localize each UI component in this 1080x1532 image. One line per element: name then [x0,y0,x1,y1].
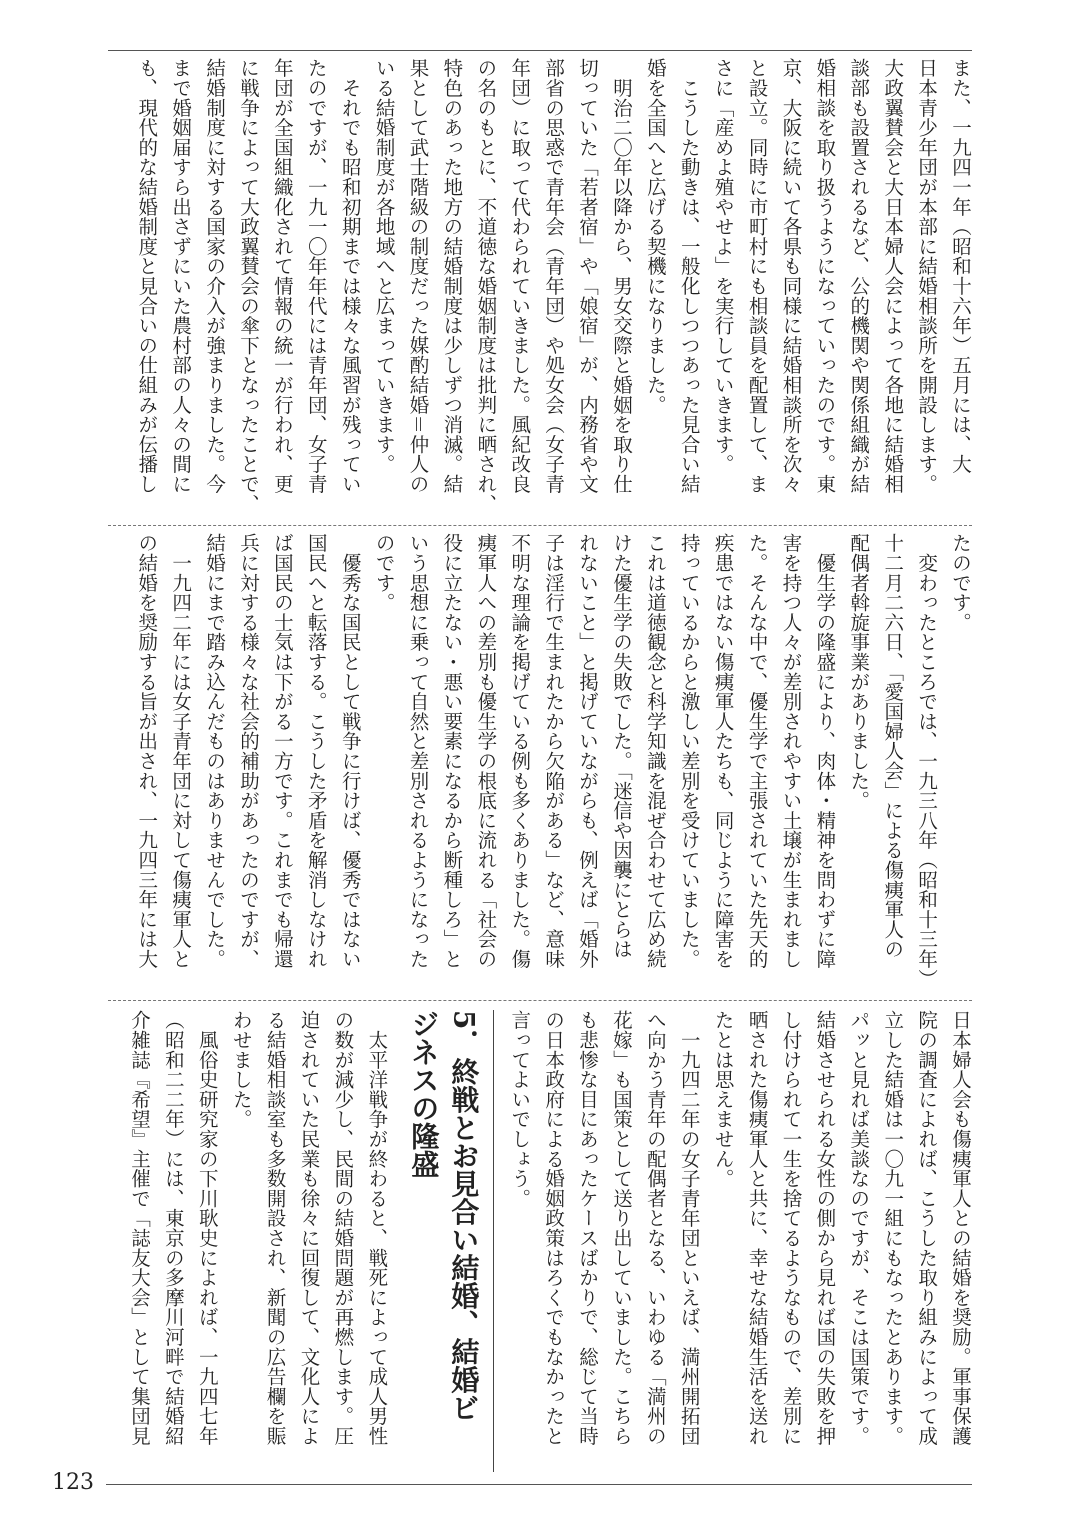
text-column: と設立。同時に市町村にも相談員を配置して、ま [745,58,769,494]
text-column: 京、大阪に続いて各県も同様に結婚相談所を次々 [779,58,803,494]
text-column: 変わったところでは、一九三八年（昭和十三年） [915,533,939,989]
text-column: る結婚相談室も多数開設され、新聞の広告欄を賑 [263,1010,287,1446]
text-tier-1 [129,58,977,520]
text-column: 結婚にまで踏み込んだものはありませんでした。 [203,533,227,969]
text-column: 疾患ではない傷痍軍人たちも、同じように障害を [711,533,735,969]
text-column: 優秀な国民として戦争に行けば、優秀ではない [338,533,362,969]
text-column: 害を持つ人々が差別されやすい土壌が生まれまし [779,533,803,969]
text-column: 晒された傷痍軍人と共に、幸せな結婚生活を送れ [745,1010,769,1446]
text-column: たのですが、一九一〇年年代には青年団、女子青 [304,58,328,494]
text-column: 風俗史研究家の下川耿史によれば、一九四七年 [195,1010,219,1446]
text-column: （昭和二二年）には、東京の多摩川河畔で結婚紹 [161,1010,185,1446]
text-column: も悲惨な目にあったケースばかりで、総じて当時 [576,1010,600,1446]
text-column: こうした動きは、一般化しつつあった見合い結 [677,58,701,494]
text-column: これは道徳観念と科学知識を混ぜ合わせて広め続 [643,533,667,969]
text-column: 花嫁」も国策として送り出していました。こちら [609,1010,633,1446]
text-column: 結婚制度に対する国家の介入が強まりました。今 [203,58,227,494]
text-column: 持っているからと激しい差別を受けていました。 [677,533,701,969]
text-column: いる結婚制度が各地域へと広まっていきます。 [372,58,396,474]
page-number: 123 [52,1470,94,1495]
tier-divider [108,525,972,526]
heading-line: ジネスの隆盛 [407,1010,441,1178]
text-column: 太平洋戦争が終わると、戦死によって成人男性 [365,1010,389,1446]
text-column: 優生学の隆盛により、肉体・精神を問わずに障 [813,533,837,969]
text-column: のです。 [372,533,396,613]
text-column: の結婚を奨励する旨が出され、一九四三年には大 [135,533,159,969]
text-column: 痍軍人への差別も優生学の根底に流れる「社会の [474,533,498,969]
text-column: に戦争によって大政翼賛会の傘下となったことで、 [236,58,260,514]
top-rule [108,50,972,51]
text-column: の名のもとに、不道徳な婚姻制度は批判に晒され、 [474,58,498,514]
text-column: 特色のあった地方の結婚制度は少しずつ消滅。結 [440,58,464,494]
heading-line: 5．終戦とお見合い結婚、結婚ビ [447,1010,481,1422]
text-column: 介雑誌『希望』主催で「誌友大会」として集団見 [127,1010,151,1446]
text-column: それでも昭和初期までは様々な風習が残ってい [338,58,362,494]
section-heading [403,1010,494,1472]
text-column: 明治二〇年以降から、男女交際と婚姻を取り仕 [609,58,633,494]
text-column: 不明な理論を掲げている例も多くありました。傷 [508,533,532,969]
text-column: 果として武士階級の制度だった媒酌結婚＝仲人の [406,58,430,494]
text-column: さに「産めよ殖やせよ」を実行していきます。 [711,58,735,474]
text-column: の日本政府による婚姻政策はろくでもなかったと [542,1010,566,1446]
text-column: 配偶者斡旋事業がありました。 [847,533,871,811]
text-column: 院の調査によれば、こうした取り組みによって成 [915,1010,939,1446]
text-column: いう思想に乗って自然と差別されるようになった [406,533,430,969]
text-column: わせました。 [229,1010,253,1129]
text-column: 言ってよいでしょう。 [508,1010,532,1208]
text-column: 子は淫行で生まれたから欠陥がある」など、意味 [542,533,566,969]
text-column: 婚を全国へと広げる契機になりました。 [643,58,667,415]
text-column: 兵に対する様々な社会的補助があったのですが、 [236,533,260,969]
text-column: れないこと」と掲げていながらも、例えば「婚外 [576,533,600,969]
text-column: た。そんな中で、優生学で主張されていた先天的 [745,533,769,969]
text-column: 国民へと転落する。こうした矛盾を解消しなけれ [304,533,328,969]
text-column: パッと見れば美談なのですが、そこは国策です。 [847,1010,871,1446]
text-column: 日本青少年団が本部に結婚相談所を開設します。 [915,58,939,494]
text-tier-3 [122,1010,977,1472]
text-column: たのです。 [949,533,972,632]
text-column: 大政翼賛会と大日本婦人会によって各地に結婚相 [881,58,905,494]
text-column: も、現代的な結婚制度と見合いの仕組みが伝播し [135,58,159,494]
text-column: 日本婦人会も傷痍軍人との結婚を奨励。軍事保護 [949,1010,972,1446]
bottom-rule [106,1484,972,1485]
text-column: まで婚姻届すら出さずにいた農村部の人々の間に [169,58,193,494]
text-column: 一九四二年の女子青年団といえば、満州開拓団 [677,1010,701,1446]
text-column: けた優生学の失敗でした。「迷信や因襲にとらは [609,533,633,959]
text-column: 一九四二年には女子青年団に対して傷痍軍人と [169,533,193,969]
text-column: へ向かう青年の配偶者となる、いわゆる「満州の [643,1010,667,1446]
text-column: 談部も設置されるなど、公的機関や関係組織が結 [847,58,871,494]
tier-divider [108,1000,972,1001]
text-tier-2 [129,533,977,995]
text-column: 十二月二六日、「愛国婦人会」による傷痍軍人の [881,533,905,959]
text-column: 立した結婚は一〇九一組にもなったとあります。 [881,1010,905,1446]
text-column: また、一九四一年（昭和十六年）五月には、大 [949,58,972,474]
text-column: 切っていた「若者宿」や「娘宿」が、内務省や文 [576,58,600,494]
text-column: 結婚させられる女性の側から見れば国の失敗を押 [813,1010,837,1446]
text-column: の数が減少し、民間の結婚問題が再燃します。圧 [331,1010,355,1446]
text-column: 迫されていた民業も徐々に回復して、文化人によ [297,1010,321,1446]
text-column: 年団が全国組織化されて情報の統一が行われ、更 [270,58,294,494]
text-column: し付けられて一生を捨てるようなもので、差別に [779,1010,803,1446]
text-column: ば国民の士気は下がる一方です。これまでも帰還 [270,533,294,969]
text-column: 婚相談を取り扱うようになっていったのです。東 [813,58,837,494]
text-column: 役に立たない・悪い要素になるから断種しろ」と [440,533,464,969]
text-column: たとは思えません。 [711,1010,735,1189]
text-column: 部省の思惑で青年会（青年団）や処女会（女子青 [542,58,566,494]
text-column: 年団）に取って代わられていきました。風紀改良 [508,58,532,494]
